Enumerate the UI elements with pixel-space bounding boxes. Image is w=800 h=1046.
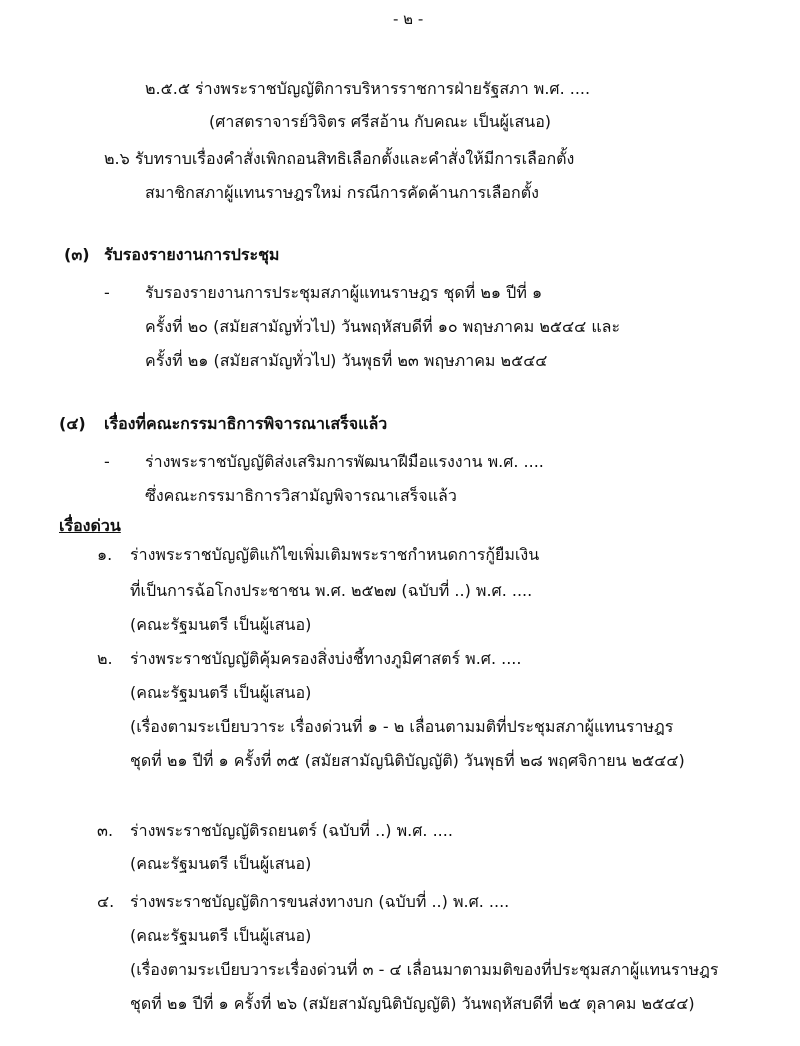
urgent-heading: เรื่องด่วน — [59, 516, 121, 535]
urgent-item-4-line-2: (คณะรัฐมนตรี เป็นผู้เสนอ) — [130, 926, 312, 945]
urgent-item-4-line-1: ร่างพระราชบัญญัติการขนส่งทางบก (ฉบับที่ ..) พ.ศ. .... — [130, 892, 510, 911]
item-2-5-5: ๒.๕.๕ ร่างพระราชบัญญัติการบริหารราชการฝ่ายรัฐสภา พ.ศ. .... — [145, 79, 591, 98]
urgent-item-2-number: ๒. — [97, 649, 113, 668]
section-3-line-2: ครั้งที่ ๒๐ (สมัยสามัญทั่วไป) วันพฤหัสบดีที่ ๑๐ พฤษภาคม ๒๕๔๔ และ — [145, 317, 621, 336]
section-3-dash: - — [104, 283, 110, 302]
item-2-6: ๒.๖ รับทราบเรื่องคำสั่งเพิกถอนสิทธิเลือกตั้งและคำสั่งให้มีการเลือกตั้ง — [104, 149, 575, 168]
urgent-item-4-line-4: ชุดที่ ๒๑ ปีที่ ๑ ครั้งที่ ๒๖ (สมัยสามัญนิติบัญญัติ) วันพฤหัสบดีที่ ๒๕ ตุลาคม ๒๕๔๔) — [130, 994, 695, 1013]
section-3-number: (๓) — [64, 245, 90, 264]
section-4-line-2: ซึ่งคณะกรรมาธิการวิสามัญพิจารณาเสร็จแล้ว — [145, 486, 457, 505]
section-4-line-1: ร่างพระราชบัญญัติส่งเสริมการพัฒนาฝีมือแรงงาน พ.ศ. .... — [145, 452, 544, 471]
urgent-item-3-line-1: ร่างพระราชบัญญัติรถยนตร์ (ฉบับที่ ..) พ.ศ. .... — [130, 821, 453, 840]
urgent-item-1-line-2: ที่เป็นการฉ้อโกงประชาชน พ.ศ. ๒๕๒๗ (ฉบับที่ ..) พ.ศ. .... — [130, 581, 533, 600]
urgent-item-1-line-1: ร่างพระราชบัญญัติแก้ไขเพิ่มเติมพระราชกำหนดการกู้ยืมเงิน — [130, 545, 540, 564]
section-4-number: (๔) — [59, 414, 86, 433]
urgent-item-2-line-1: ร่างพระราชบัญญัติคุ้มครองสิ่งบ่งชี้ทางภูมิศาสตร์ พ.ศ. .... — [130, 649, 522, 668]
item-2-5-5-proposer: (ศาสตราจารย์วิจิตร ศรีสอ้าน กับคณะ เป็นผู้เสนอ) — [209, 112, 552, 131]
section-4-title: เรื่องที่คณะกรรมาธิการพิจารณาเสร็จแล้ว — [104, 414, 388, 433]
section-3-line-3: ครั้งที่ ๒๑ (สมัยสามัญทั่วไป) วันพุธที่ ๒๓ พฤษภาคม ๒๕๔๔ — [145, 351, 548, 370]
urgent-item-2-line-4: ชุดที่ ๒๑ ปีที่ ๑ ครั้งที่ ๓๕ (สมัยสามัญนิติบัญญัติ) วันพุธที่ ๒๘ พฤศจิกายน ๒๕๔๔) — [130, 751, 685, 770]
urgent-item-3-number: ๓. — [97, 821, 114, 840]
section-4-dash: - — [104, 452, 110, 471]
urgent-item-4-number: ๔. — [97, 892, 115, 911]
item-2-6-cont: สมาชิกสภาผู้แทนราษฎรใหม่ กรณีการคัดค้านการเลือกตั้ง — [145, 183, 539, 202]
urgent-item-1-number: ๑. — [97, 545, 113, 564]
urgent-item-4-line-3: (เรื่องตามระเบียบวาระเรื่องด่วนที่ ๓ - ๔ เลื่อนมาตามมติของที่ประชุมสภาผู้แทนราษฎร — [130, 960, 719, 979]
section-3-line-1: รับรองรายงานการประชุมสภาผู้แทนราษฎร ชุดที่ ๒๑ ปีที่ ๑ — [145, 283, 543, 302]
urgent-item-3-line-2: (คณะรัฐมนตรี เป็นผู้เสนอ) — [130, 854, 312, 873]
urgent-item-1-line-3: (คณะรัฐมนตรี เป็นผู้เสนอ) — [130, 615, 312, 634]
urgent-item-2-line-3: (เรื่องตามระเบียบวาระ เรื่องด่วนที่ ๑ - ๒ เลื่อนตามมติที่ประชุมสภาผู้แทนราษฎร — [130, 717, 674, 736]
page-number: - ๒ - — [393, 10, 424, 28]
section-3-title: รับรองรายงานการประชุม — [104, 245, 280, 264]
urgent-item-2-line-2: (คณะรัฐมนตรี เป็นผู้เสนอ) — [130, 683, 312, 702]
